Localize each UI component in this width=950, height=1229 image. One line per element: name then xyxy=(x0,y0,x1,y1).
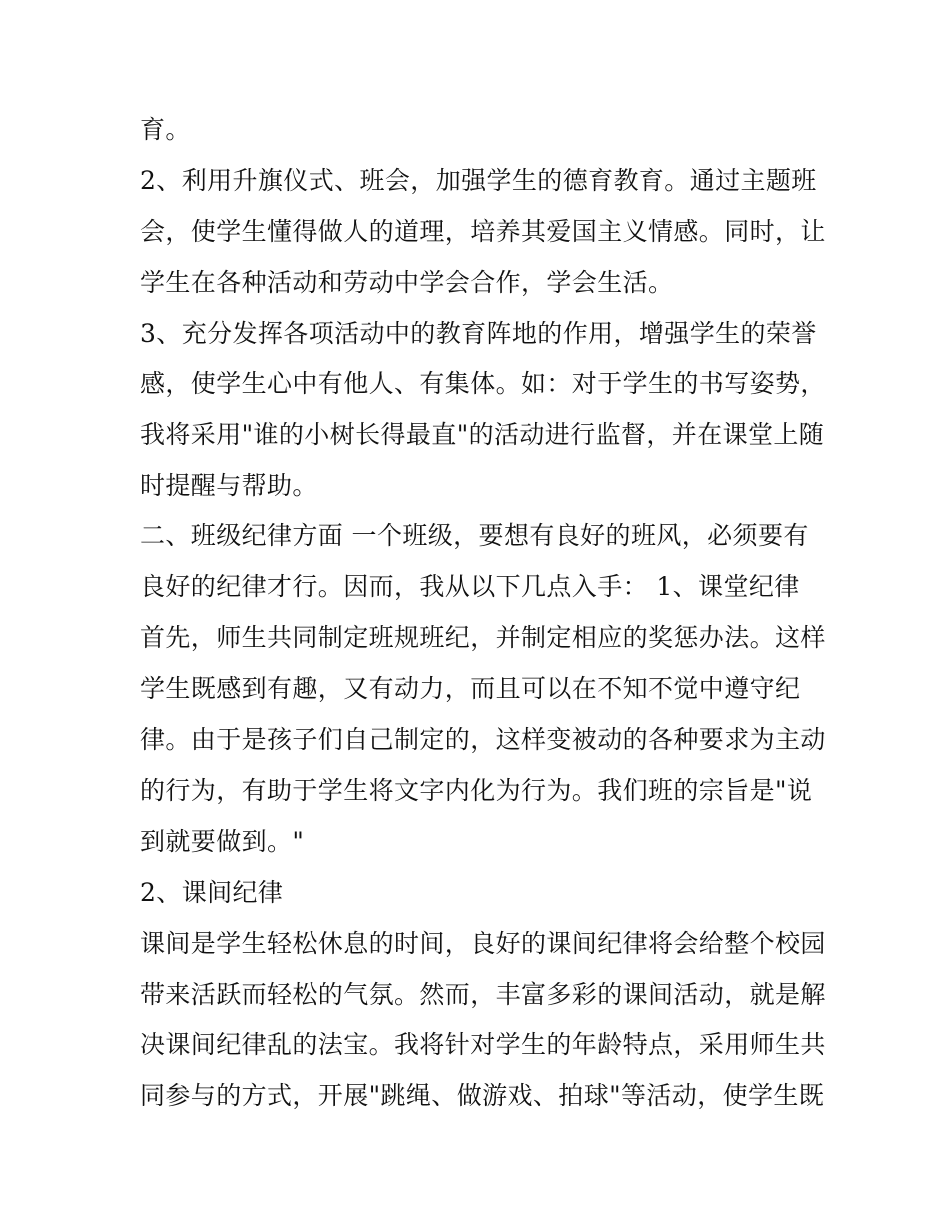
text-line: 到就要做到。" xyxy=(140,827,305,856)
text-line: 3、充分发挥各项活动中的教育阵地的作用，增强学生的荣誉 xyxy=(140,319,817,348)
text-line: 带来活跃而轻松的气氛。然而，丰富多彩的课间活动，就是解 xyxy=(140,980,826,1009)
text-line: 我将采用"谁的小树长得最直"的活动进行监督，并在课堂上随 xyxy=(140,420,825,449)
text-line: 2、利用升旗仪式、班会，加强学生的德育教育。通过主题班 xyxy=(140,166,817,195)
text-line: 学生既感到有趣，又有动力，而且可以在不知不觉中遵守纪 xyxy=(140,674,801,703)
text-line: 二、班级纪律方面 一个班级，要想有良好的班风，必须要有 xyxy=(140,521,809,550)
text-line: 律。由于是孩子们自己制定的，这样变被动的各种要求为主动 xyxy=(140,725,826,754)
text-line: 育。 xyxy=(140,115,191,144)
text-line: 课间是学生轻松休息的时间，良好的课间纪律将会给整个校园 xyxy=(140,929,826,958)
text-line: 学生在各种活动和劳动中学会合作，学会生活。 xyxy=(140,268,674,297)
text-line: 首先，师生共同制定班规班纪，并制定相应的奖惩办法。这样 xyxy=(140,623,826,652)
text-line: 的行为，有助于学生将文字内化为行为。我们班的宗旨是"说 xyxy=(140,776,813,805)
text-line: 决课间纪律乱的法宝。我将针对学生的年龄特点，采用师生共 xyxy=(140,1030,826,1059)
text-line: 感，使学生心中有他人、有集体。如：对于学生的书写姿势， xyxy=(140,369,826,398)
text-line: 同参与的方式，开展"跳绳、做游戏、拍球"等活动，使学生既 xyxy=(140,1081,825,1110)
text-line: 时提醒与帮助。 xyxy=(140,471,318,500)
text-line: 良好的纪律才行。因而，我从以下几点入手： 1、课堂纪律 xyxy=(140,572,800,601)
text-line: 会，使学生懂得做人的道理，培养其爱国主义情感。同时，让 xyxy=(140,217,826,246)
text-line: 2、课间纪律 xyxy=(140,878,284,907)
